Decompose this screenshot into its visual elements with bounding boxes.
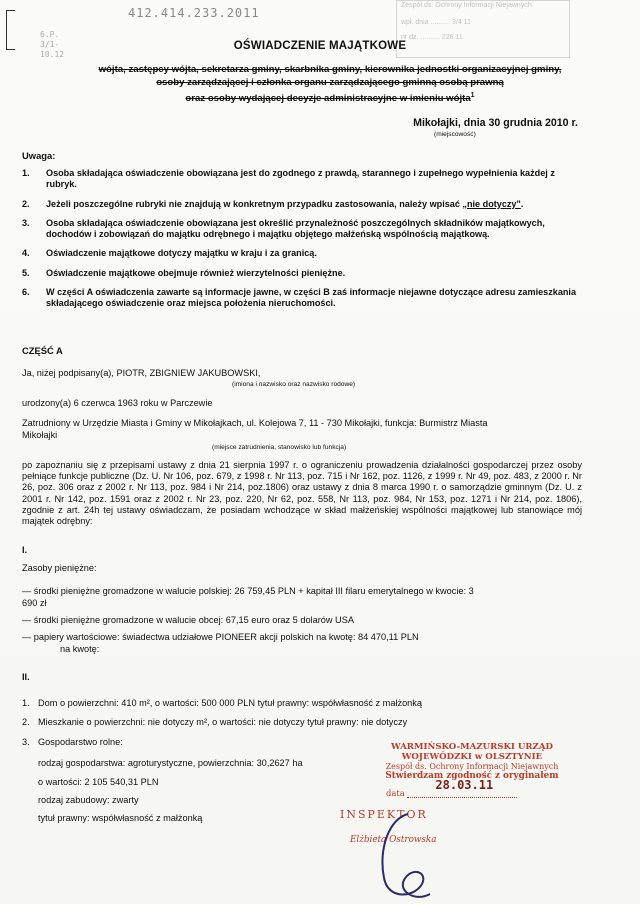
note-item: 4. Oświadczenie majątkowe dotyczy majątku w kraju i za granicą.: [22, 248, 317, 259]
securities-line-2: na kwotę:: [60, 644, 100, 654]
birth-info: urodzony(a) 6 czerwca 1963 roku w Parczewie: [22, 398, 213, 408]
stamp-office-3: Zespół ds. Ochrony Informacji Niejawnych: [385, 762, 559, 771]
cash-pln-line-1: — środki pieniężne gromadzone w walucie polskiej: 26 759,45 PLN + kapitał III filaru emerytalnego w kwocie: 3: [22, 586, 474, 596]
stamp-date-value: 28.03.11: [435, 778, 494, 792]
cash-pln-line-2: 690 zł: [22, 598, 47, 608]
subtitle-line-2: osoby zarządzającej i członka organu zarządzającego gminną osobą prawną: [156, 77, 504, 88]
legal-clause: po zapoznaniu się z przepisami ustawy z dnia 21 sierpnia 1997 r. o ograniczeniu prowadzenia działalności gospodarczej przez osoby pełniące funkcje publiczne (Dz. U. Nr 106, poz. 679, z 1998 r. Nr 113, poz. 715 i Nr 162, poz. 1126, z 1999 r. Nr 49, poz. 483, z 2000 r. Nr 26, poz. 306 oraz z 2002 r. Nr 113, poz. 984 i Nr 214, poz.1806) oraz ustawy z dnia 8 marca 1990 r. o samorządzie gminnym (Dz. U. z 2001 r. Nr 142, poz. 1591 oraz z 2002 r. Nr 23, poz. 220, Nr 62, poz. 558, Nr 113, poz. 984, Nr 153, poz. 1271 i Nr 214, poz. 1806), zgodnie z art. 24h tej ustawy oświadczam, że posiadam wchodzące w skład małżeńskiej wspólności majątkowej lub stanowiące mój majątek odrębny:: [22, 460, 582, 527]
place-caption: (miejscowość): [434, 131, 476, 138]
stamp-certify: Stwierdzam zgodność z oryginałem: [385, 771, 559, 781]
farm-type: rodzaj gospodarstwa: agroturystyczne, powierzchnia: 30,2627 ha: [38, 758, 303, 768]
note-item: 3. Osoba składająca oświadczenie obowiązana jest określić przynależność poszczególnych składników majątkowych, dochodów i zobowiązań do majątku odrębnego i majątku objętego małżeńską wspólnością majątkową.: [22, 217, 545, 240]
stamp-date-label: data: [386, 788, 405, 798]
property-apartment: Mieszkanie o powierzchni: nie dotyczy m², o wartości: nie dotyczy tytuł prawny: nie dotyczy: [38, 717, 408, 727]
farm-buildings: rodzaj zabudowy: zwarty: [38, 795, 139, 805]
section-2-heading: II.: [22, 672, 30, 682]
cash-label: Zasoby pieniężne:: [22, 563, 97, 573]
stamp-office-2: WOJEWÓDZKI w OLSZTYNIE: [401, 752, 543, 762]
signer-line: Ja, niżej podpisany(a), PIOTR, ZBIGNIEW JAKUBOWSKI,: [22, 368, 261, 378]
employment-line-1: Zatrudniony w Urzędzie Miasta i Gminy w Mikołajkach, ul. Kolejowa 7, 11 - 730 Mikołajki, funkcja: Burmistrz Miasta: [22, 418, 488, 428]
place-and-date: Mikołajki, dnia 30 grudnia 2010 r.: [413, 117, 578, 129]
stamp-line: nr dz. .......... 226 11: [401, 34, 463, 41]
margin-note: 6.P. 3/1-10.12: [40, 30, 65, 59]
signer-caption: (imiona i nazwisko oraz nazwisko rodowe): [232, 381, 356, 388]
handwritten-reference: 412.414.233.2011: [128, 6, 260, 20]
subtitle-line-1: wójta, zastępcy wójta, sekretarza gminy, skarbnika gminy, kierownika jednostki organizacyjnej gminy,: [98, 64, 562, 75]
note-item: 5. Oświadczenie majątkowe obejmuje również wierzytelności pieniężne.: [22, 267, 346, 278]
securities-line-1: — papiery wartościowe: świadectwa udziałowe PIONEER akcji polskich na kwotę: 84 470,11 PLN: [22, 632, 419, 642]
farm-title: tytuł prawny: współwłasność z małżonką: [38, 813, 203, 823]
property-item-num: 2.: [22, 717, 30, 727]
stamp-line: Zespół ds. Ochrony Informacji Niejawnych: [401, 2, 532, 9]
stamp-inspector: INSPEKTOR: [340, 808, 428, 821]
note-item: 1. Osoba składająca oświadczenie obowiązana jest do zgodnego z prawdą, starannego i zupełnego wypełnienia każdej z rubryk.: [22, 168, 555, 190]
notes-heading: Uwaga:: [22, 150, 56, 161]
employment-caption: (miejsce zatrudnienia, stanowisko lub funkcja): [212, 444, 347, 451]
stamp-line: wpł. dnia .......... 3/4 11: [401, 19, 471, 26]
notes-list: [22, 168, 580, 318]
subtitle-line-3: oraz osoby wydającej decyzje administracyjne w imieniu wójta$^1$: [185, 92, 475, 105]
cash-foreign: — środki pieniężne gromadzone w walucie obcej: 67,15 euro oraz 5 dolarów USA: [22, 615, 354, 625]
handwritten-signature: [368, 808, 448, 904]
part-a-heading: CZĘŚĆ A: [22, 345, 63, 356]
note-item: 6. W części A oświadczenia zawarte są informacje jawne, w części B zaś informacje niejawne dotyczące adresu zamieszkania składającego oświadczenie oraz miejsca położenia nieruchomości.: [22, 287, 577, 309]
employment-line-2: Mikołajki: [22, 430, 58, 440]
document-title: OŚWIADCZENIE MAJĄTKOWE: [233, 40, 407, 52]
section-1-heading: I.: [22, 545, 28, 555]
property-item-num: 3.: [22, 737, 30, 747]
property-farm: Gospodarstwo rolne:: [38, 737, 123, 747]
property-item-num: 1.: [22, 698, 30, 708]
stamp-name: Elżbieta Ostrowska: [350, 835, 437, 845]
stamp-date-row: [362, 778, 582, 798]
farm-value: o wartości: 2 105 540,31 PLN: [38, 777, 159, 787]
stamp-office-1: WARMIŃSKO-MAZURSKI URZĄD: [391, 742, 553, 752]
note-item: 2. Jeżeli poszczególne rubryki nie znajdują w konkretnym przypadku zastosowania, należy wpisać „nie dotyczy".: [22, 198, 524, 209]
property-house: Dom o powierzchni: 410 m², o wartości: 500 000 PLN tytuł prawny: współwłasność z małżonką: [38, 698, 422, 708]
